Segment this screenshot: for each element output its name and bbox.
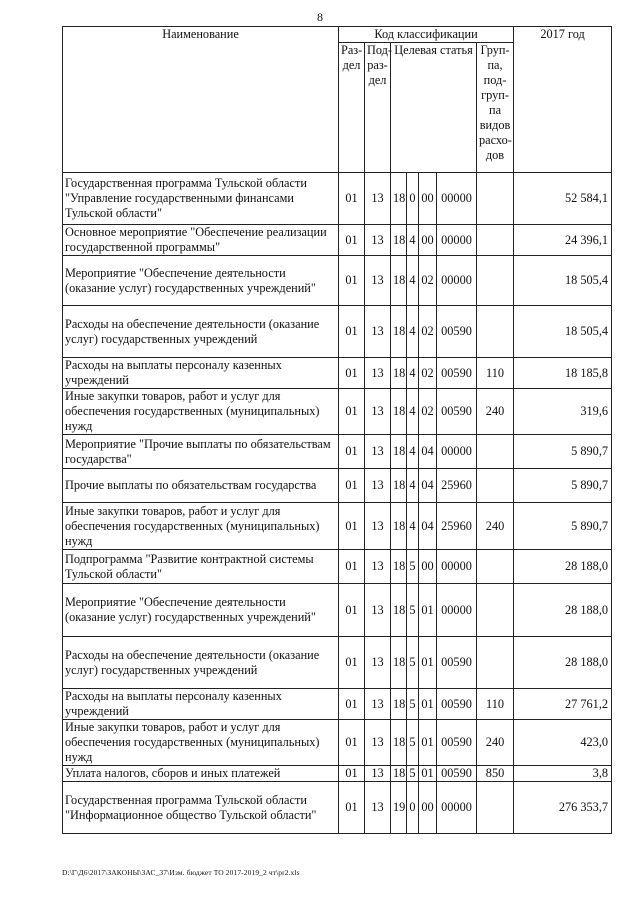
row-razdel: 01	[339, 306, 365, 358]
table-row	[63, 689, 612, 720]
row-expense-group	[477, 225, 514, 256]
row-target-event: 01	[419, 584, 437, 637]
row-target-subprogram: 5	[407, 637, 419, 689]
row-expense-group	[477, 256, 514, 306]
table-row	[63, 766, 612, 782]
row-expense-group: 850	[477, 766, 514, 782]
row-target-subprogram: 4	[407, 503, 419, 550]
row-target-program: 18	[391, 306, 407, 358]
row-name: Иные закупки товаров, работ и услуг для обеспечения государственных (муниципальных) нужд	[63, 389, 339, 435]
row-expense-group	[477, 469, 514, 503]
row-name: Расходы на обеспечение деятельности (оказание услуг) государственных учреждений	[63, 637, 339, 689]
row-amount: 18 185,8	[514, 358, 612, 389]
row-razdel: 01	[339, 550, 365, 584]
table-row	[63, 720, 612, 766]
row-razdel: 01	[339, 503, 365, 550]
row-podrazdel: 13	[365, 503, 391, 550]
table-row	[63, 435, 612, 469]
row-amount: 27 761,2	[514, 689, 612, 720]
row-razdel: 01	[339, 782, 365, 834]
row-amount: 52 584,1	[514, 173, 612, 225]
row-target-subprogram: 0	[407, 173, 419, 225]
row-target-event: 02	[419, 306, 437, 358]
row-podrazdel: 13	[365, 782, 391, 834]
row-name: Мероприятие "Прочие выплаты по обязательствам государства"	[63, 435, 339, 469]
row-name: Иные закупки товаров, работ и услуг для обеспечения государственных (муниципальных) нужд	[63, 720, 339, 766]
row-amount: 5 890,7	[514, 469, 612, 503]
row-expense-group	[477, 173, 514, 225]
row-name: Мероприятие "Обеспечение деятельности (оказание услуг) государственных учреждений"	[63, 256, 339, 306]
row-target-event: 00	[419, 550, 437, 584]
row-target-direction: 25960	[437, 469, 477, 503]
header-razdel: Раз- дел	[339, 43, 365, 173]
row-target-program: 18	[391, 469, 407, 503]
row-expense-group: 110	[477, 689, 514, 720]
row-target-program: 18	[391, 389, 407, 435]
row-target-event: 02	[419, 358, 437, 389]
row-target-event: 01	[419, 766, 437, 782]
row-target-direction: 00590	[437, 389, 477, 435]
row-expense-group	[477, 584, 514, 637]
row-expense-group	[477, 782, 514, 834]
row-target-event: 02	[419, 256, 437, 306]
table-row	[63, 225, 612, 256]
row-target-direction: 00000	[437, 173, 477, 225]
row-amount: 5 890,7	[514, 435, 612, 469]
row-expense-group	[477, 306, 514, 358]
row-target-event: 04	[419, 469, 437, 503]
row-target-subprogram: 5	[407, 550, 419, 584]
row-expense-group	[477, 637, 514, 689]
row-razdel: 01	[339, 256, 365, 306]
row-amount: 5 890,7	[514, 503, 612, 550]
row-expense-group	[477, 435, 514, 469]
row-podrazdel: 13	[365, 256, 391, 306]
row-target-program: 18	[391, 637, 407, 689]
table-row	[63, 306, 612, 358]
table-row	[63, 637, 612, 689]
row-target-event: 02	[419, 389, 437, 435]
row-razdel: 01	[339, 389, 365, 435]
row-target-direction: 00000	[437, 225, 477, 256]
header-group: Груп- па, под- груп- па видов расхо- дов	[477, 43, 514, 173]
row-expense-group: 240	[477, 720, 514, 766]
row-target-program: 18	[391, 689, 407, 720]
row-expense-group: 110	[477, 358, 514, 389]
row-name: Государственная программа Тульской области "Информационное общество Тульской области"	[63, 782, 339, 834]
row-target-direction: 00000	[437, 256, 477, 306]
row-target-direction: 00000	[437, 782, 477, 834]
row-podrazdel: 13	[365, 637, 391, 689]
table-row	[63, 469, 612, 503]
row-target-program: 18	[391, 225, 407, 256]
row-target-direction: 00590	[437, 689, 477, 720]
row-name: Подпрограмма "Развитие контрактной системы Тульской области"	[63, 550, 339, 584]
row-target-event: 01	[419, 637, 437, 689]
table-row	[63, 503, 612, 550]
row-podrazdel: 13	[365, 720, 391, 766]
row-name: Основное мероприятие "Обеспечение реализации государственной программы"	[63, 225, 339, 256]
row-target-direction: 25960	[437, 503, 477, 550]
table-row	[63, 389, 612, 435]
row-amount: 276 353,7	[514, 782, 612, 834]
row-target-event: 01	[419, 689, 437, 720]
row-razdel: 01	[339, 225, 365, 256]
row-podrazdel: 13	[365, 689, 391, 720]
row-target-program: 18	[391, 358, 407, 389]
footer-file-path: D:\Г\Д6\2017\ЗАКОНЫ\ЗАС_37\Изм. бюджет ТО 2017-2019_2 чт\pr2.xls	[62, 868, 300, 877]
row-target-program: 18	[391, 766, 407, 782]
row-target-direction: 00590	[437, 637, 477, 689]
row-target-event: 00	[419, 173, 437, 225]
row-razdel: 01	[339, 358, 365, 389]
row-target-program: 19	[391, 782, 407, 834]
row-expense-group	[477, 550, 514, 584]
header-podrazdel: Под- раз- дел	[365, 43, 391, 173]
row-expense-group: 240	[477, 389, 514, 435]
row-target-direction: 00590	[437, 358, 477, 389]
row-podrazdel: 13	[365, 584, 391, 637]
row-podrazdel: 13	[365, 766, 391, 782]
row-target-subprogram: 0	[407, 782, 419, 834]
row-name: Прочие выплаты по обязательствам государства	[63, 469, 339, 503]
table-row	[63, 584, 612, 637]
row-target-program: 18	[391, 550, 407, 584]
table-header	[63, 27, 612, 173]
header-target: Целевая статья	[391, 43, 477, 173]
row-name: Расходы на выплаты персоналу казенных учреждений	[63, 689, 339, 720]
row-amount: 3,8	[514, 766, 612, 782]
row-name: Мероприятие "Обеспечение деятельности (оказание услуг) государственных учреждений"	[63, 584, 339, 637]
row-target-subprogram: 4	[407, 225, 419, 256]
row-target-subprogram: 4	[407, 469, 419, 503]
row-amount: 18 505,4	[514, 256, 612, 306]
row-name: Расходы на выплаты персоналу казенных учреждений	[63, 358, 339, 389]
row-razdel: 01	[339, 435, 365, 469]
row-target-subprogram: 4	[407, 306, 419, 358]
row-amount: 28 188,0	[514, 584, 612, 637]
row-target-program: 18	[391, 435, 407, 469]
row-razdel: 01	[339, 637, 365, 689]
row-target-event: 00	[419, 225, 437, 256]
row-podrazdel: 13	[365, 435, 391, 469]
table-row	[63, 782, 612, 834]
row-target-event: 00	[419, 782, 437, 834]
row-podrazdel: 13	[365, 306, 391, 358]
row-podrazdel: 13	[365, 358, 391, 389]
header-classification: Код классификации	[339, 27, 514, 43]
page-number: 8	[317, 10, 323, 24]
row-amount: 319,6	[514, 389, 612, 435]
row-target-direction: 00000	[437, 584, 477, 637]
row-podrazdel: 13	[365, 225, 391, 256]
row-amount: 24 396,1	[514, 225, 612, 256]
row-razdel: 01	[339, 689, 365, 720]
budget-table	[62, 26, 612, 834]
row-target-program: 18	[391, 720, 407, 766]
row-target-program: 18	[391, 173, 407, 225]
row-target-event: 04	[419, 503, 437, 550]
row-target-direction: 00590	[437, 306, 477, 358]
row-target-subprogram: 4	[407, 435, 419, 469]
row-target-program: 18	[391, 584, 407, 637]
row-target-direction: 00000	[437, 550, 477, 584]
table-row	[63, 173, 612, 225]
row-razdel: 01	[339, 766, 365, 782]
row-razdel: 01	[339, 173, 365, 225]
row-target-subprogram: 5	[407, 584, 419, 637]
row-name: Расходы на обеспечение деятельности (оказание услуг) государственных учреждений	[63, 306, 339, 358]
row-amount: 423,0	[514, 720, 612, 766]
row-target-subprogram: 4	[407, 358, 419, 389]
row-razdel: 01	[339, 469, 365, 503]
row-amount: 18 505,4	[514, 306, 612, 358]
row-podrazdel: 13	[365, 550, 391, 584]
row-target-event: 01	[419, 720, 437, 766]
row-target-subprogram: 4	[407, 389, 419, 435]
row-target-subprogram: 5	[407, 689, 419, 720]
row-expense-group: 240	[477, 503, 514, 550]
row-target-program: 18	[391, 256, 407, 306]
row-target-subprogram: 5	[407, 720, 419, 766]
header-year: 2017 год	[514, 27, 612, 173]
row-amount: 28 188,0	[514, 637, 612, 689]
table-row	[63, 550, 612, 584]
row-target-direction: 00590	[437, 766, 477, 782]
row-target-program: 18	[391, 503, 407, 550]
row-podrazdel: 13	[365, 389, 391, 435]
row-name: Иные закупки товаров, работ и услуг для обеспечения государственных (муниципальных) нужд	[63, 503, 339, 550]
row-razdel: 01	[339, 720, 365, 766]
table-row	[63, 358, 612, 389]
header-name: Наименование	[63, 27, 339, 173]
row-target-subprogram: 4	[407, 256, 419, 306]
row-target-event: 04	[419, 435, 437, 469]
row-target-subprogram: 5	[407, 766, 419, 782]
row-target-direction: 00000	[437, 435, 477, 469]
row-amount: 28 188,0	[514, 550, 612, 584]
row-name: Государственная программа Тульской области "Управление государственными финансами Тульской области"	[63, 173, 339, 225]
row-target-direction: 00590	[437, 720, 477, 766]
table-row	[63, 256, 612, 306]
row-name: Уплата налогов, сборов и иных платежей	[63, 766, 339, 782]
row-podrazdel: 13	[365, 469, 391, 503]
row-razdel: 01	[339, 584, 365, 637]
table-body	[63, 173, 612, 834]
row-podrazdel: 13	[365, 173, 391, 225]
